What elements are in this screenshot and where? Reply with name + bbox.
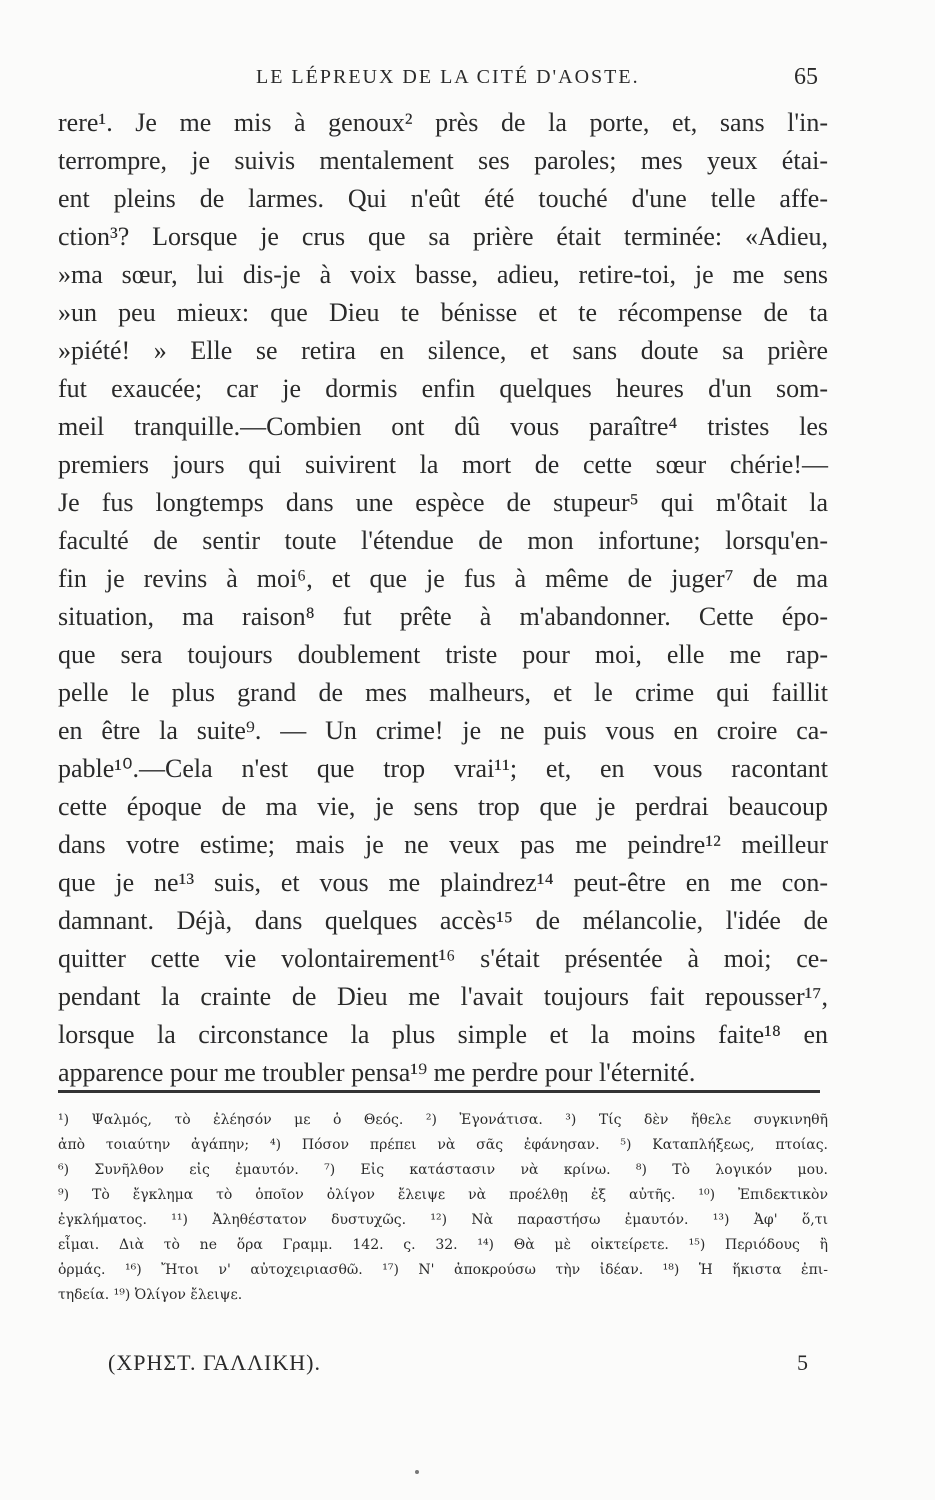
footnote-line: ⁹) Τὸ ἔγκλημα τὸ ὁποῖον ὀλίγον ἔλειψε νὰ προέλθῃ ἐξ αὐτῆς. ¹⁰) Ἐπιδεκτικὸν (58, 1187, 828, 1203)
footnotes (58, 1108, 828, 1308)
page-footer (108, 1350, 808, 1384)
footnote-line: ⁶) Συνῆλθον εἰς ἐμαυτόν. ⁷) Εἰς κατάστασιν νὰ κρίνω. ⁸) Τὸ λογικόν μου. (58, 1162, 828, 1178)
text-line: en être la suite⁹. — Un crime! je ne puis vous en croire ca- (58, 716, 828, 745)
text-line: pable¹⁰.—Cela n'est que trop vrai¹¹; et, en vous racontant (58, 754, 828, 783)
text-line: rere¹. Je me mis à genoux² près de la porte, et, sans l'in- (58, 108, 828, 137)
text-line: lorsque la circonstance la plus simple et la moins faite¹⁸ en (58, 1020, 828, 1049)
text-line: ction³? Lorsque je crus que sa prière était terminée: «Adieu, (58, 222, 828, 251)
running-title: LE LÉPREUX DE LA CITÉ D'AOSTE. (256, 66, 640, 88)
footnote-line: τηδεία. ¹⁹) Ὀλίγον ἔλειψε. (58, 1287, 243, 1303)
text-line: pendant la crainte de Dieu me l'avait toujours fait repousser¹⁷, (58, 982, 828, 1011)
text-line: »ma sœur, lui dis-je à voix basse, adieu, retire-toi, je me sens (58, 260, 828, 289)
text-line: meil tranquille.—Combien ont dû vous paraître⁴ tristes les (58, 412, 828, 441)
text-line: »piété! » Elle se retira en silence, et sans doute sa prière (58, 336, 828, 365)
footnote-line: ἐγκλήματος. ¹¹) Ἀληθέστατον δυστυχῶς. ¹²) Νὰ παραστήσω ἐμαυτόν. ¹³) Ἀφ' ὅ,τι (58, 1212, 828, 1228)
body-text (58, 104, 828, 1092)
footnote-line: ὁρμάς. ¹⁶) Ἤτοι ν' αὐτοχειριασθῶ. ¹⁷) Ν' ἀποκρούσω τὴν ἰδέαν. ¹⁸) Ἡ ἥκιστα ἐπι- (58, 1262, 828, 1278)
footnote-line: εἶμαι. Διὰ τὸ ne ὅρα Γραμμ. 142. ς. 32. ¹⁴) Θὰ μὲ οἰκτείρετε. ¹⁵) Περιόδους ἢ (58, 1237, 828, 1253)
footnote-rule (58, 1090, 820, 1093)
signature: (ΧΡΗΣΤ. ΓΑΛΛΙΚΗ). (108, 1350, 321, 1375)
text-line: apparence pour me troubler pensa¹⁹ me perdre pour l'éternité. (58, 1058, 696, 1087)
text-line: cette époque de ma vie, je sens trop que je perdrai beaucoup (58, 792, 828, 821)
text-line: »un peu mieux: que Dieu te bénisse et te récompense de ta (58, 298, 828, 327)
page-header (58, 66, 818, 100)
text-line: Je fus longtemps dans une espèce de stupeur⁵ qui m'ôtait la (58, 488, 828, 517)
text-line: faculté de sentir toute l'étendue de mon infortune; lorsqu'en- (58, 526, 828, 555)
text-line: damnant. Déjà, dans quelques accès¹⁵ de mélancolie, l'idée de (58, 906, 828, 935)
text-line: premiers jours qui suivirent la mort de cette sœur chérie!— (58, 450, 828, 479)
text-line: ent pleins de larmes. Qui n'eût été touché d'une telle affe- (58, 184, 828, 213)
footnote-line: ἀπὸ τοιαύτην ἀγάπην; ⁴) Πόσον πρέπει νὰ σᾶς ἐφάνησαν. ⁵) Καταπλήξεως, πτοίας. (58, 1137, 828, 1153)
text-line: que sera toujours doublement triste pour moi, elle me rap- (58, 640, 828, 669)
text-line: terrompre, je suivis mentalement ses paroles; mes yeux étai- (58, 146, 828, 175)
page-number: 65 (794, 64, 818, 90)
text-line: situation, ma raison⁸ fut prête à m'abandonner. Cette épo- (58, 602, 828, 631)
text-line: fut exaucée; car je dormis enfin quelques heures d'un som- (58, 374, 828, 403)
text-line: fin je revins à moi⁶, et que je fus à même de juger⁷ de ma (58, 564, 828, 593)
footnote-line: ¹) Ψαλμός, τὸ ἐλέησόν με ὁ Θεός. ²) Ἐγονάτισα. ³) Τίς δὲν ἤθελε συγκινηθῆ (58, 1112, 828, 1128)
signature-mark: 5 (797, 1350, 808, 1375)
text-line: que je ne¹³ suis, et vous me plaindrez¹⁴ peut-être en me con- (58, 868, 828, 897)
speck (415, 1470, 419, 1474)
text-line: quitter cette vie volontairement¹⁶ s'était présentée à moi; ce- (58, 944, 828, 973)
text-line: dans votre estime; mais je ne veux pas me peindre¹² meilleur (58, 830, 828, 859)
text-line: pelle le plus grand de mes malheurs, et le crime qui faillit (58, 678, 828, 707)
